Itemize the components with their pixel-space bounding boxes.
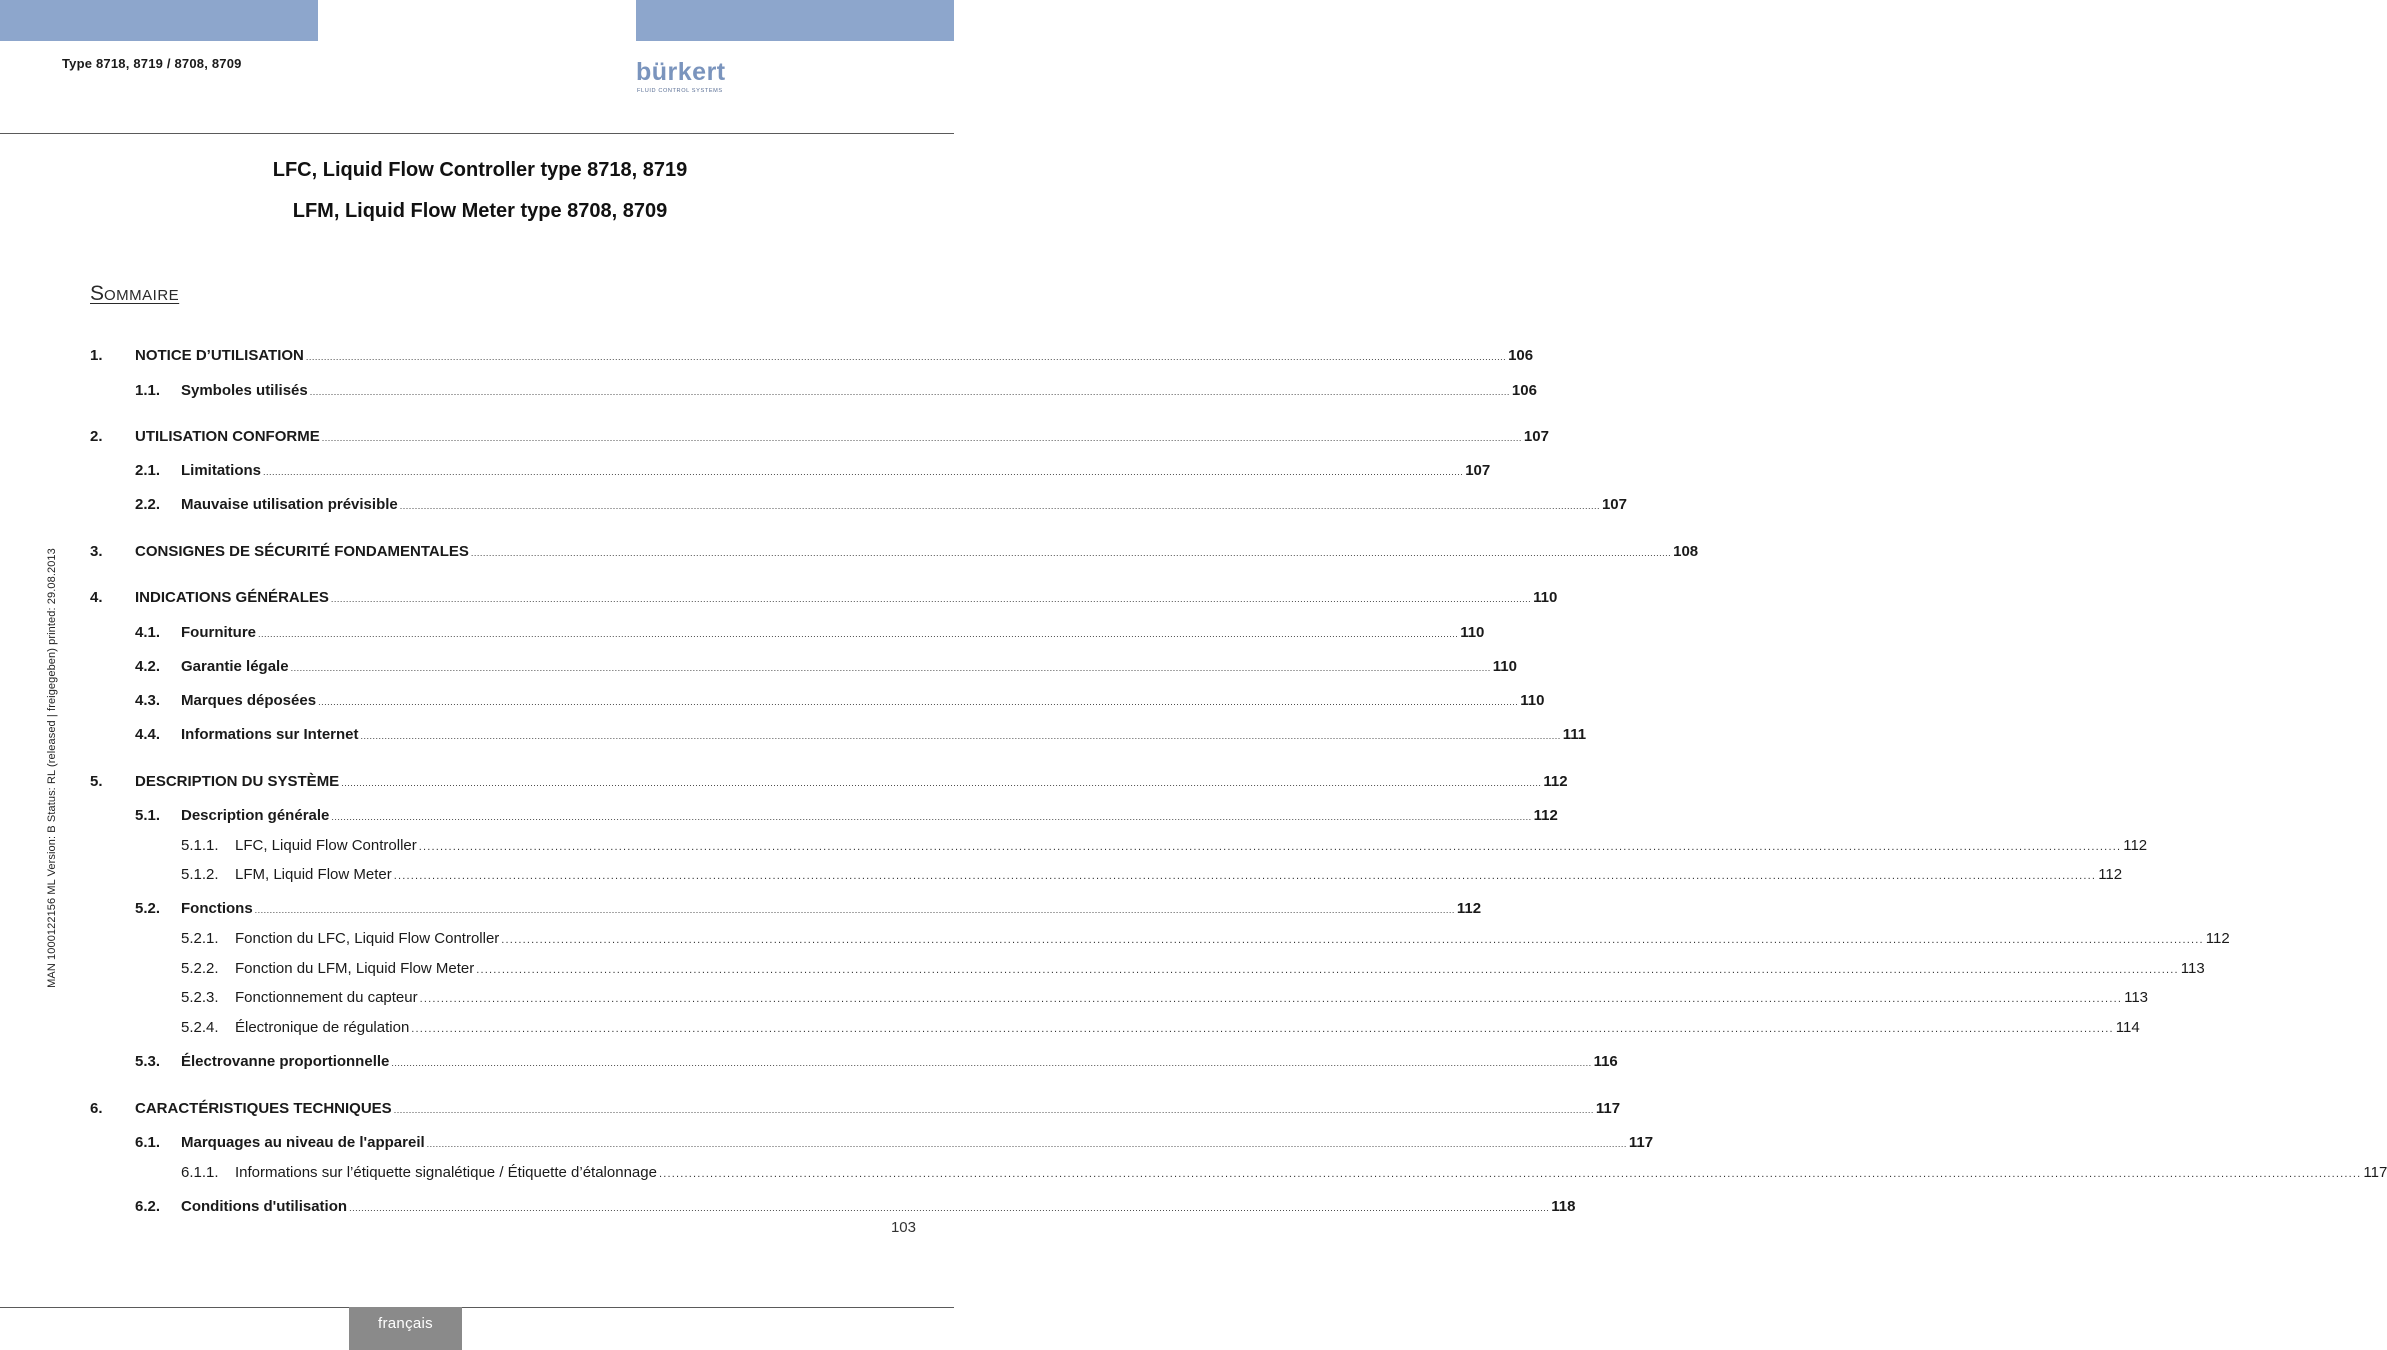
toc-entry-number: 6.1.1. — [181, 1164, 219, 1181]
toc-dot-leader: ................................................................................................................................................................................................................................................................................................................................................................................................................ — [341, 778, 1542, 788]
toc-entry-number: 6. — [90, 1100, 103, 1117]
toc-entry-page: 116 — [1593, 1053, 1618, 1070]
toc-entry[interactable] — [135, 1133, 1654, 1154]
toc-entry[interactable] — [135, 461, 1491, 482]
toc-entry-title: Fonction du LFM, Liquid Flow Meter — [235, 960, 475, 977]
toc-dot-leader: ................................................................................................................................................................................................................................................................................................................................................................................................................ — [470, 548, 1672, 558]
toc-entry-title: Symboles utilisés — [181, 382, 308, 399]
toc-entry-number: 4.1. — [135, 624, 161, 641]
toc-entry-page: 112 — [2205, 930, 2230, 947]
toc-entry-number: 2.1. — [135, 462, 161, 479]
toc-entry-page: 112 — [1543, 773, 1568, 790]
toc-entry-title: Description générale — [181, 807, 330, 824]
toc-entry[interactable] — [135, 1197, 1576, 1218]
toc-entry-page: 108 — [1673, 543, 1699, 560]
toc-dot-leader: ................................................................................................................................................................................................................................................................................................................................................................................................................ — [419, 993, 2123, 1005]
document-status-sidebar: MAN 1000122156 ML Version: B Status: RL (released | freigegeben) printed: 29.08.2013 — [46, 548, 58, 988]
toc-entry-number: 1.1. — [135, 382, 161, 399]
toc-entry-page: 117 — [2363, 1164, 2387, 1181]
toc-entry-number: 1. — [90, 347, 103, 364]
toc-entry-number: 5.1.1. — [181, 837, 219, 854]
toc-entry-number: 3. — [90, 543, 103, 560]
toc-entry-title: Mauvaise utilisation prévisible — [181, 496, 398, 513]
toc-entry-title: Fonction du LFC, Liquid Flow Controller — [235, 930, 500, 947]
toc-dot-leader: ................................................................................................................................................................................................................................................................................................................................................................................................................ — [391, 1058, 1592, 1068]
toc-entry-number: 5.2.1. — [181, 930, 219, 947]
toc-entry[interactable] — [135, 691, 1545, 712]
main-title-lfm: LFM, Liquid Flow Meter type 8708, 8709 — [292, 200, 668, 222]
toc-entry[interactable] — [181, 836, 2148, 857]
toc-entry[interactable] — [90, 427, 1549, 448]
page-number: 103 — [890, 1219, 916, 1236]
toc-entry-number: 6.1. — [135, 1134, 161, 1151]
toc-dot-leader: ................................................................................................................................................................................................................................................................................................................................................................................................................ — [426, 1139, 1627, 1149]
toc-entry[interactable] — [135, 495, 1627, 516]
toc-entry-number: 5.2. — [135, 900, 161, 917]
language-tab[interactable]: français — [349, 1307, 462, 1350]
toc-entry[interactable] — [181, 988, 2149, 1009]
toc-entry-number: 4.2. — [135, 658, 161, 675]
toc-dot-leader: ................................................................................................................................................................................................................................................................................................................................................................................................................ — [258, 629, 1459, 639]
logo-wordmark: bürkert — [636, 58, 726, 86]
toc-entry-number: 4. — [90, 589, 103, 606]
toc-entry-page: 112 — [2123, 837, 2148, 854]
toc-dot-leader: ................................................................................................................................................................................................................................................................................................................................................................................................................ — [331, 812, 1532, 822]
toc-entry-number: 5.1. — [135, 807, 161, 824]
toc-entry-number: 2. — [90, 428, 103, 445]
toc-entry[interactable] — [181, 1163, 2387, 1184]
toc-dot-leader: ................................................................................................................................................................................................................................................................................................................................................................................................................ — [254, 905, 1455, 915]
toc-entry-number: 2.2. — [135, 496, 161, 513]
toc-entry-page: 112 — [1533, 807, 1558, 824]
toc-entry-title: Informations sur l’étiquette signalétique / Étiquette d’étalonnage — [235, 1164, 657, 1181]
toc-dot-leader: ................................................................................................................................................................................................................................................................................................................................................................................................................ — [305, 352, 1507, 362]
toc-entry-title: INDICATIONS GÉNÉRALES — [135, 589, 329, 606]
toc-entry-title: UTILISATION CONFORME — [135, 428, 320, 445]
toc-entry-title: CONSIGNES DE SÉCURITÉ FONDAMENTALES — [135, 543, 469, 560]
toc-entry-page: 107 — [1523, 428, 1549, 445]
toc-entry-page: 113 — [2124, 989, 2149, 1006]
toc-entry-number: 4.4. — [135, 726, 161, 743]
toc-entry[interactable] — [181, 865, 2123, 886]
toc-dot-leader: ................................................................................................................................................................................................................................................................................................................................................................................................................ — [330, 594, 1532, 604]
toc-entry-title: LFC, Liquid Flow Controller — [235, 837, 417, 854]
toc-entry[interactable] — [135, 899, 1482, 920]
toc-entry[interactable] — [90, 1099, 1621, 1120]
toc-entry-page: 111 — [1562, 726, 1587, 743]
toc-dot-leader: ................................................................................................................................................................................................................................................................................................................................................................................................................ — [501, 934, 2204, 946]
toc-entry-title: Marques déposées — [181, 692, 317, 709]
toc-entry[interactable] — [135, 806, 1558, 827]
toc-entry[interactable] — [90, 542, 1699, 563]
toc-entry[interactable] — [135, 1052, 1618, 1073]
toc-entry-page: 118 — [1551, 1198, 1576, 1215]
toc-dot-leader: ................................................................................................................................................................................................................................................................................................................................................................................................................ — [418, 841, 2122, 853]
toc-dot-leader: ................................................................................................................................................................................................................................................................................................................................................................................................................ — [309, 387, 1510, 397]
toc-entry-page: 110 — [1460, 624, 1485, 641]
toc-dot-leader: ................................................................................................................................................................................................................................................................................................................................................................................................................ — [399, 501, 1600, 511]
toc-dot-leader: ................................................................................................................................................................................................................................................................................................................................................................................................................ — [393, 1105, 1594, 1115]
toc-entry-title: Fonctionnement du capteur — [235, 989, 418, 1006]
toc-dot-leader: ................................................................................................................................................................................................................................................................................................................................................................................................................ — [360, 731, 1561, 741]
toc-dot-leader: ................................................................................................................................................................................................................................................................................................................................................................................................................ — [349, 1203, 1550, 1213]
toc-entry-title: LFM, Liquid Flow Meter — [235, 866, 392, 883]
toc-entry-page: 107 — [1601, 496, 1627, 513]
logo-tagline: FLUID CONTROL SYSTEMS — [637, 88, 723, 94]
toc-dot-leader: ................................................................................................................................................................................................................................................................................................................................................................................................................ — [263, 467, 1464, 477]
toc-entry-title: CARACTÉRISTIQUES TECHNIQUES — [135, 1100, 392, 1117]
toc-entry[interactable] — [135, 725, 1587, 746]
toc-dot-leader: ................................................................................................................................................................................................................................................................................................................................................................................................................ — [321, 433, 1522, 443]
footer-divider — [0, 1307, 954, 1308]
toc-entry-title: Électrovanne proportionnelle — [181, 1053, 390, 1070]
toc-entry-number: 5.3. — [135, 1053, 161, 1070]
toc-entry[interactable] — [181, 1018, 2140, 1039]
contents-heading-rest: OMMAIRE — [104, 287, 180, 304]
toc-entry-title: Électronique de régulation — [235, 1019, 410, 1036]
toc-entry-number: 5. — [90, 773, 103, 790]
toc-entry[interactable] — [135, 657, 1517, 678]
toc-entry-title: Informations sur Internet — [181, 726, 359, 743]
toc-entry-page: 110 — [1533, 589, 1558, 606]
toc-entry-page: 117 — [1628, 1134, 1654, 1151]
toc-entry-title: Garantie légale — [181, 658, 289, 675]
toc-entry-number: 5.1.2. — [181, 866, 219, 883]
toc-entry[interactable] — [90, 346, 1534, 367]
toc-dot-leader: ................................................................................................................................................................................................................................................................................................................................................................................................................ — [658, 1168, 2362, 1180]
toc-entry-page: 112 — [2098, 866, 2123, 883]
document-type-label: Type 8718, 8719 / 8708, 8709 — [62, 56, 242, 71]
toc-entry-page: 110 — [1520, 692, 1545, 709]
toc-entry[interactable] — [181, 929, 2230, 950]
toc-dot-leader: ................................................................................................................................................................................................................................................................................................................................................................................................................ — [393, 870, 2097, 882]
toc-entry-title: Fourniture — [181, 624, 256, 641]
toc-entry-page: 106 — [1511, 382, 1537, 399]
toc-entry-page: 113 — [2180, 960, 2205, 977]
toc-dot-leader: ................................................................................................................................................................................................................................................................................................................................................................................................................ — [318, 697, 1519, 707]
toc-entry-page: 106 — [1508, 347, 1534, 364]
toc-entry[interactable] — [135, 381, 1537, 402]
toc-dot-leader: ................................................................................................................................................................................................................................................................................................................................................................................................................ — [290, 663, 1491, 673]
main-title-lfc: LFC, Liquid Flow Controller type 8718, 8719 — [272, 159, 688, 181]
toc-entry-page: 117 — [1595, 1100, 1621, 1117]
toc-entry[interactable] — [181, 959, 2205, 980]
toc-entry-title: NOTICE D’UTILISATION — [135, 347, 304, 364]
toc-entry-page: 114 — [2115, 1019, 2140, 1036]
contents-heading-initial: S — [90, 282, 105, 305]
toc-entry-title: Conditions d'utilisation — [181, 1198, 348, 1215]
toc-entry-title: DESCRIPTION DU SYSTÈME — [135, 773, 340, 790]
toc-entry-number: 4.3. — [135, 692, 161, 709]
toc-dot-leader: ................................................................................................................................................................................................................................................................................................................................................................................................................ — [476, 964, 2179, 976]
toc-entry-page: 107 — [1465, 462, 1491, 479]
toc-dot-leader: ................................................................................................................................................................................................................................................................................................................................................................................................................ — [411, 1023, 2114, 1035]
toc-entry-number: 5.2.4. — [181, 1019, 219, 1036]
toc-entry-page: 110 — [1492, 658, 1517, 675]
toc-entry-number: 6.2. — [135, 1198, 161, 1215]
toc-entry-page: 112 — [1456, 900, 1482, 917]
toc-entry[interactable] — [90, 588, 1558, 609]
toc-entry-number: 5.2.3. — [181, 989, 219, 1006]
toc-entry-title: Limitations — [181, 462, 262, 479]
toc-entry-title: Marquages au niveau de l'appareil — [181, 1134, 425, 1151]
toc-entry-number: 5.2.2. — [181, 960, 219, 977]
toc-entry[interactable] — [90, 772, 1568, 793]
toc-entry[interactable] — [135, 623, 1485, 644]
toc-entry-title: Fonctions — [181, 900, 253, 917]
